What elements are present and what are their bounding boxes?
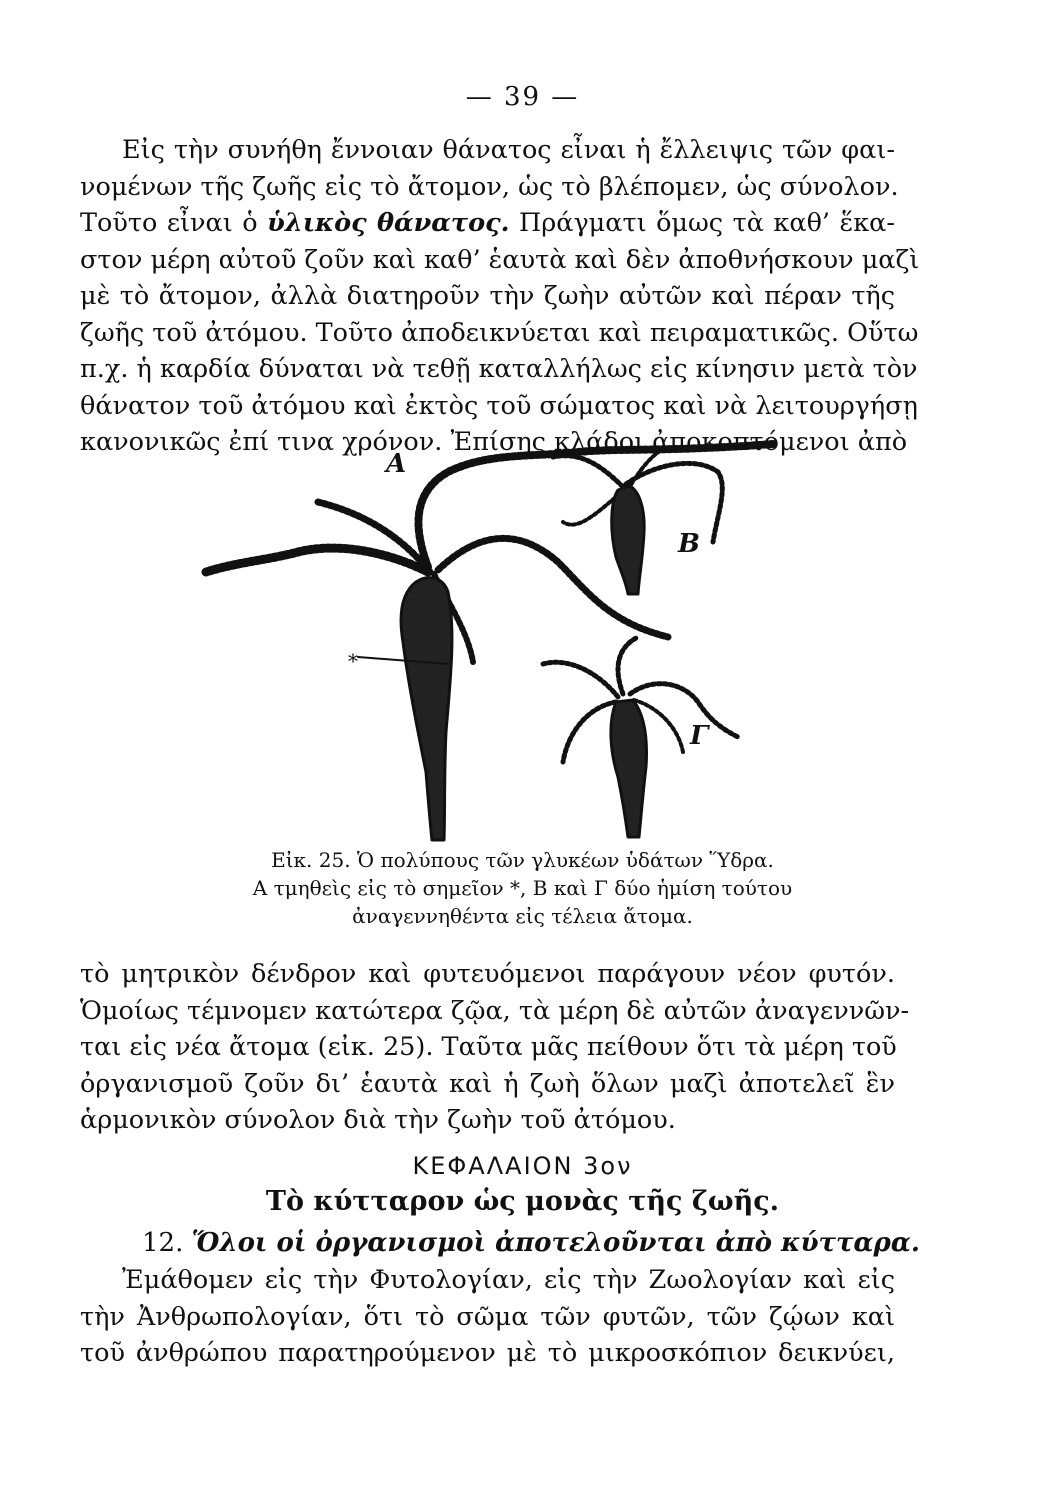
text-fragment: Πράγματι ὅμως τὰ καθ’ ἕκα- [509, 208, 895, 238]
figure-caption-line: Α τμηθεὶς εἰς τὸ σημεῖον *, Β καὶ Γ δύο ἡμίση τούτου [252, 876, 793, 900]
text-line: νομένων τῆς ζωῆς εἰς τὸ ἄτομον, ὡς τὸ βλέπομεν, ὡς σύνολον. [80, 171, 899, 202]
page-number: — 39 — [465, 82, 580, 112]
text-line: τοῦ ἀνθρώπου παρατηρούμενον μὲ τὸ μικροσκόπιον δεικνύει, [80, 1338, 895, 1368]
figure-label-b: Β [678, 529, 700, 559]
section-heading [142, 1228, 920, 1258]
text-line: Ὁμοίως τέμνομεν κατώτερα ζῷα, τὰ μέρη δὲ αὐτῶν ἀναγεννῶν- [80, 995, 910, 1026]
chapter-title: Τὸ κύτταρον ὡς μονὰς τῆς ζωῆς. [265, 1186, 780, 1217]
tentacle [553, 456, 623, 487]
text-line: Εἰς τὴν συνήθη ἔννοιαν θάνατος εἶναι ἡ ἔλλειψις τῶν φαι- [122, 135, 895, 165]
tentacle [206, 548, 428, 572]
emphasized-term: ὑλικὸς θάνατος. [267, 208, 510, 238]
hydra-body-g [611, 700, 647, 837]
text-line: θάνατον τοῦ ἀτόμου καὶ ἐκτὸς τοῦ σώματος καὶ νὰ λειτουργήσῃ [80, 390, 918, 421]
text-line-with-emphasis [80, 205, 895, 242]
text-line: ζωῆς τοῦ ἀτόμου. Τοῦτο ἀποδεικνύεται καὶ πειραματικῶς. Οὕτω [80, 317, 919, 348]
text-line: Ἐμάθομεν εἰς τὴν Φυτολογίαν, εἰς τὴν Ζωολογίαν καὶ εἰς [122, 1265, 895, 1295]
hydra-body-b [612, 486, 644, 594]
text-line: ἁρμονικὸν σύνολον διὰ τὴν ζωὴν τοῦ ἀτόμου. [80, 1105, 676, 1135]
cut-star: * [348, 649, 358, 673]
chapter-label: ΚΕΦΑΛΑΙΟΝ 3ον [412, 1152, 633, 1180]
middle-paragraph [80, 956, 910, 1139]
hydra-body-a [401, 578, 452, 840]
text-line: κανονικῶς ἐπί τινα χρόνον. Ἐπίσης κλάδοι ἀποκοπτόμενοι ἀπὸ [80, 427, 908, 457]
text-line: ὀργανισμοῦ ζοῦν δι’ ἑαυτὰ καὶ ἡ ζωὴ ὅλων μαζὶ ἀποτελεῖ ἓν [80, 1068, 895, 1099]
tentacle [563, 702, 616, 762]
text-line: τὴν Ἀνθρωπολογίαν, ὅτι τὸ σῶμα τῶν φυτῶν, τῶν ζῴων καὶ [80, 1301, 895, 1332]
tentacle [618, 637, 638, 694]
top-paragraph [80, 132, 920, 461]
hydra-illustration [198, 432, 798, 847]
tentacle [543, 662, 618, 697]
figure-label-g: Γ [690, 721, 709, 751]
figure-label-a: Α [386, 449, 407, 479]
bottom-paragraph [80, 1262, 895, 1372]
text-line: μὲ τὸ ἄτομον, ἀλλὰ διατηροῦν τὴν ζωὴν αὐτῶν καὶ πέραν τῆς [80, 281, 895, 311]
text-line: στον μέρη αὐτοῦ ζοῦν καὶ καθ’ ἑαυτὰ καὶ δὲν ἀποθνήσκουν μαζὶ [80, 244, 920, 275]
figure-caption-line: Εἰκ. 25. Ὁ πολύπους τῶν γλυκέων ὑδάτων Ὕδρα. [271, 848, 774, 872]
section-number: 12. [142, 1228, 184, 1258]
text-line: π.χ. ἡ καρδία δύναται νὰ τεθῇ καταλλήλως εἰς κίνησιν μετὰ τὸν [80, 354, 918, 384]
text-line: τὸ μητρικὸν δένδρον καὶ φυτευόμενοι παράγουν νέον φυτόν. [80, 959, 895, 989]
tentacle [630, 684, 738, 737]
section-title: Ὅλοι οἱ ὀργανισμοὶ ἀποτελοῦνται ἀπὸ κύτταρα. [191, 1228, 920, 1258]
text-fragment: Τοῦτο εἶναι ὁ [80, 208, 268, 238]
figure-caption-line: ἀναγεννηθέντα εἰς τέλεια ἄτομα. [352, 904, 693, 928]
text-line: ται εἰς νέα ἄτομα (εἰκ. 25). Ταῦτα μᾶς πείθουν ὅτι τὰ μέρη τοῦ [80, 1032, 897, 1062]
